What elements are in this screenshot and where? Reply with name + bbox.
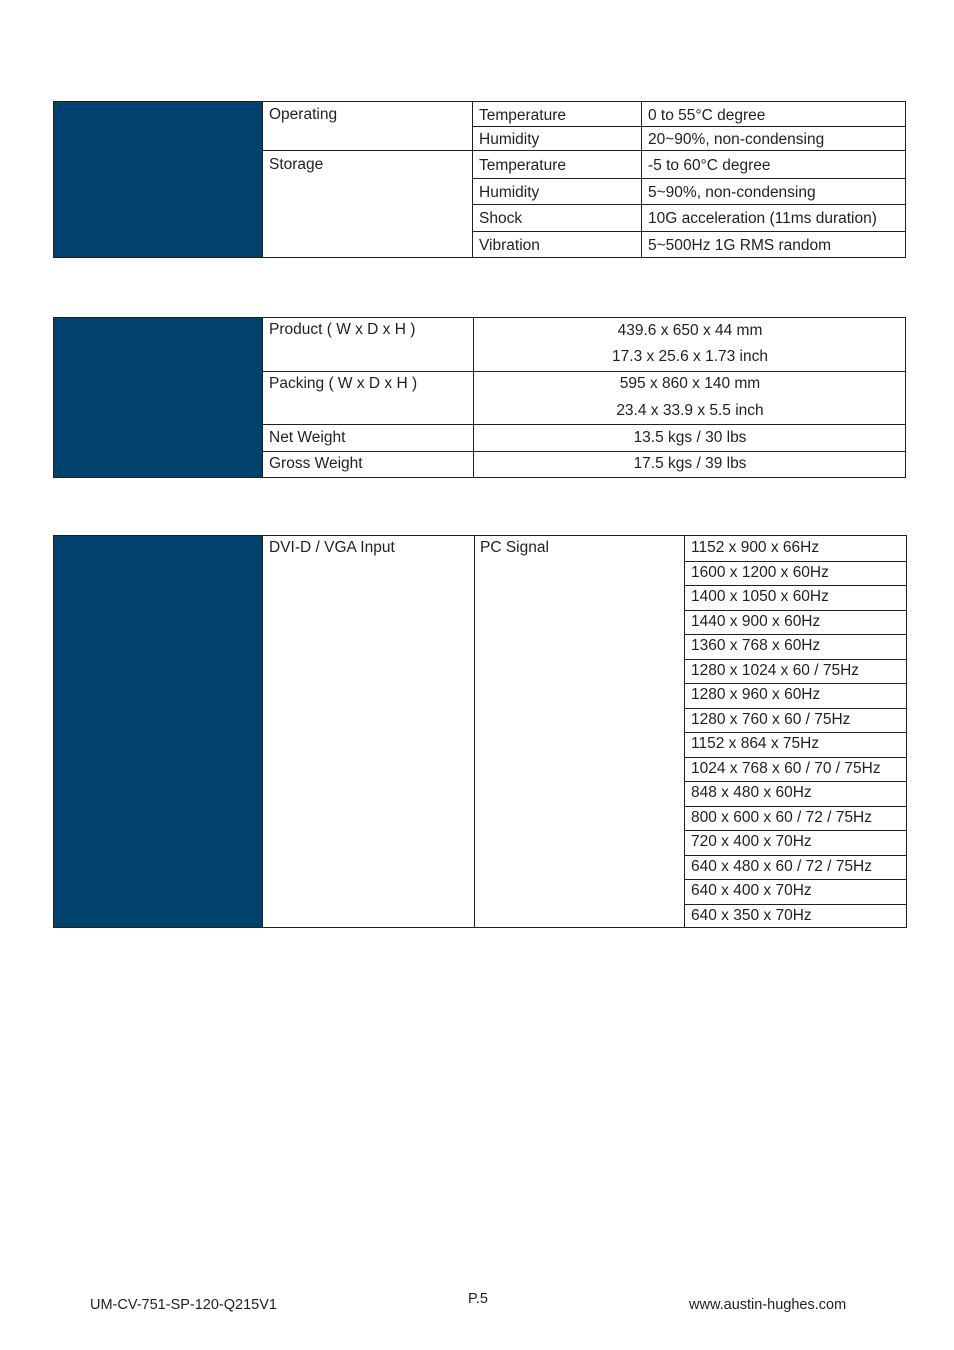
env-item: Humidity (479, 184, 540, 201)
env-value: -5 to 60°C degree (648, 157, 771, 174)
resolution-mode: 1280 x 960 x 60Hz (691, 686, 821, 703)
env-item: Temperature (479, 157, 567, 174)
env-item: Vibration (479, 237, 540, 254)
env-item: Temperature (479, 107, 567, 124)
resolution-mode: 1600 x 1200 x 60Hz (691, 563, 829, 581)
resolution-mode: 1400 x 1050 x 60Hz (691, 588, 829, 605)
dim-value: 595 x 860 x 140 mm (619, 375, 761, 392)
resolution-mode: 848 x 480 x 60Hz (691, 784, 812, 801)
env-value: 0 to 55°C degree (648, 107, 766, 124)
dim-value: 17.3 x 25.6 x 1.73 inch (612, 348, 768, 365)
section-band (54, 318, 262, 477)
resolution-mode: 1360 x 768 x 60Hz (691, 637, 821, 654)
resolution-mode: 1024 x 768 x 60 / 70 / 75Hz (691, 759, 881, 777)
resolution-mode: 1440 x 900 x 60Hz (691, 612, 821, 630)
dimensions-table (53, 317, 906, 478)
dim-label-packing: Packing ( W x D x H ) (269, 375, 418, 392)
section-band (54, 102, 262, 257)
env-value: 10G acceleration (11ms duration) (648, 210, 877, 227)
doc-code: UM-CV-751-SP-120-Q215V1 (90, 1297, 277, 1313)
resolution-mode: 640 x 350 x 70Hz (691, 906, 812, 924)
dim-value: 23.4 x 33.9 x 5.5 inch (616, 402, 764, 419)
dim-value: 17.5 kgs / 39 lbs (633, 455, 747, 472)
resolution-mode: 640 x 480 x 60 / 72 / 75Hz (691, 857, 872, 875)
page-number: P.5 (468, 1291, 488, 1307)
group-label-storage: Storage (269, 156, 324, 173)
dim-label-product: Product ( W x D x H ) (269, 321, 416, 338)
env-item: Humidity (479, 131, 540, 148)
group-label-operating: Operating (269, 106, 338, 123)
signal-label: PC Signal (480, 539, 549, 556)
resolution-mode: 640 x 400 x 70Hz (691, 882, 812, 899)
resolution-mode: 720 x 400 x 70Hz (691, 833, 812, 850)
dim-label-gross-weight: Gross Weight (269, 455, 363, 472)
dim-value: 439.6 x 650 x 44 mm (617, 322, 763, 339)
input-label: DVI-D / VGA Input (269, 539, 395, 556)
env-value: 20~90%, non-condensing (648, 131, 825, 148)
resolution-mode: 1280 x 1024 x 60 / 75Hz (691, 661, 860, 679)
resolution-mode: 800 x 600 x 60 / 72 / 75Hz (691, 808, 872, 826)
resolution-mode: 1280 x 760 x 60 / 75Hz (691, 710, 851, 728)
resolution-mode: 1152 x 864 x 75Hz (691, 735, 820, 752)
environment-table (53, 101, 906, 258)
signal-table (53, 535, 907, 928)
section-band (54, 536, 262, 927)
env-item: Shock (479, 210, 523, 227)
resolution-mode: 1152 x 900 x 66Hz (691, 539, 820, 556)
env-value: 5~90%, non-condensing (648, 184, 816, 201)
env-value: 5~500Hz 1G RMS random (648, 237, 832, 254)
website-link[interactable]: www.austin-hughes.com (689, 1297, 847, 1313)
dim-value: 13.5 kgs / 30 lbs (633, 429, 747, 446)
dim-label-net-weight: Net Weight (269, 429, 346, 446)
